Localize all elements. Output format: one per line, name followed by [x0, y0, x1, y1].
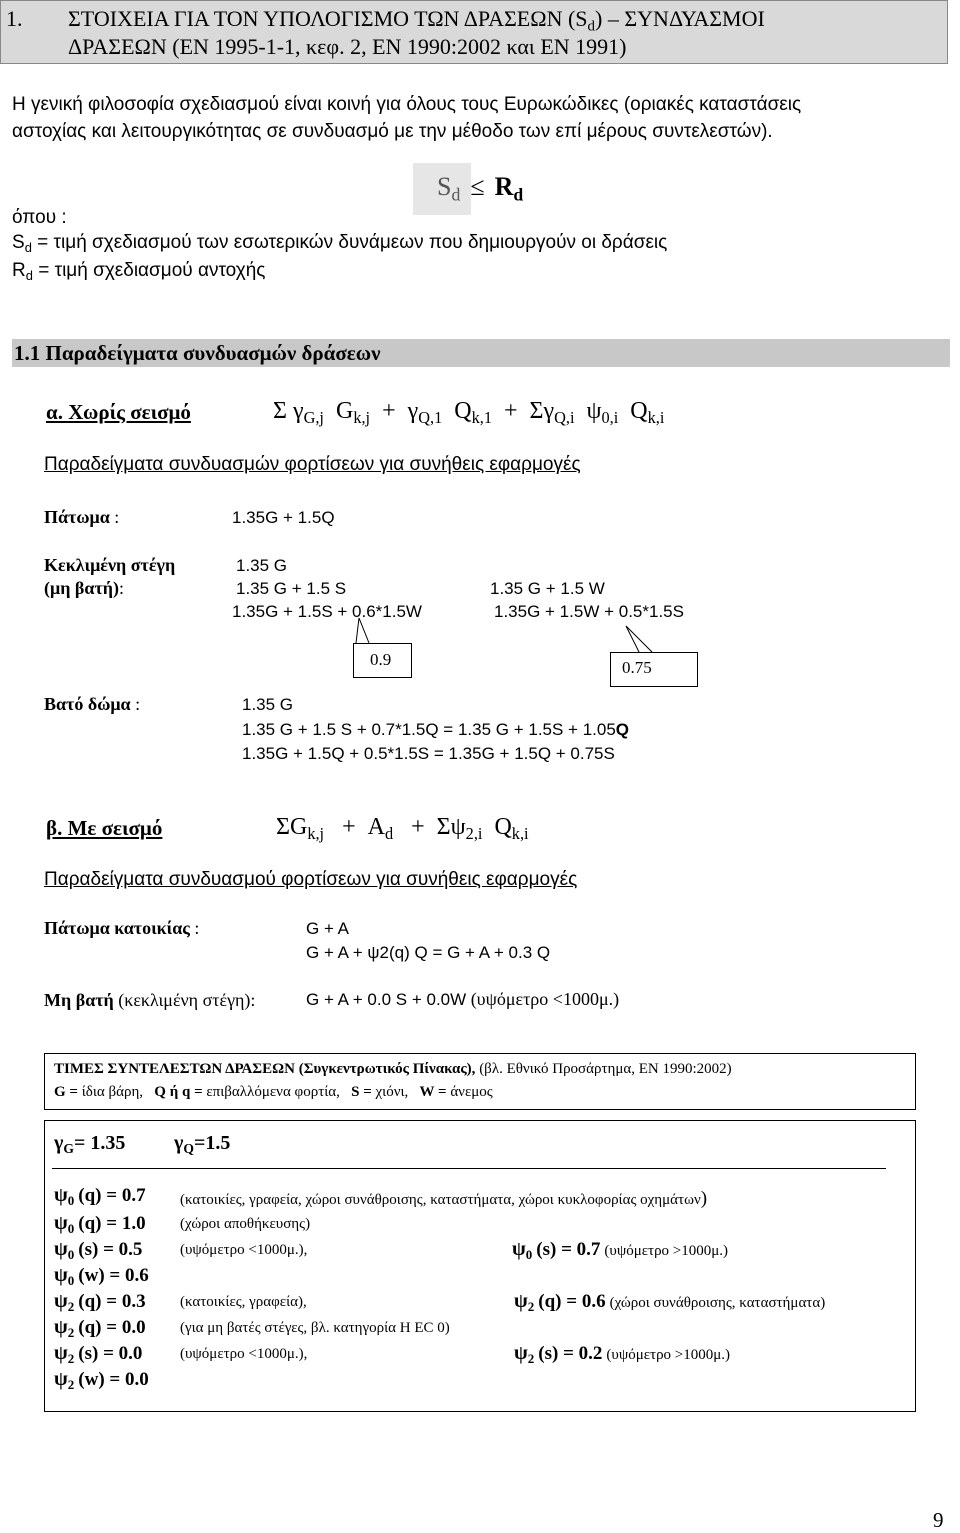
page-number: 9 — [933, 1508, 944, 1532]
deck-combo-3: 1.35G + 1.5Q + 0.5*1.5S = 1.35G + 1.5Q + 0.75S — [242, 744, 615, 763]
psi-value: $\psi_2$ (q) = 0.3 — [54, 1290, 146, 1314]
seismic-floor-combo-1: G + A — [306, 919, 349, 938]
chapter-number: 1. — [6, 6, 23, 31]
psi-note: (κατοικίες, γραφεία), — [180, 1294, 307, 1310]
psi-value: $\psi_0$ (q) = 1.0 — [54, 1212, 146, 1236]
floor-combination: 1.35G + 1.5Q — [232, 508, 335, 527]
roof-combo-3b: 1.35G + 1.5W + 0.5*1.5S — [494, 602, 684, 621]
part-b-subtitle: Παραδείγματα συνδυασμού φορτίσεων για συνήθεις εφαρμογές — [44, 869, 578, 890]
seismic-roof-label: Μη βατή (κεκλιμένη στέγη): — [44, 990, 256, 1010]
sd-definition: $S_d = \tau\iota\mu ή$ σχεδιασμού των εσωτερικών δυνάμεων που δημιουργούν οι δράσεις — [12, 232, 668, 255]
table-legend: G = ίδια βάρη, Q ή q = επιβαλλόμενα φορτία, S = χιόνι, W = άνεμος — [54, 1084, 493, 1100]
section-title: 1.1 Παραδείγματα συνδυασμών δράσεων — [14, 341, 381, 365]
part-b-label: β. Με σεισμό — [46, 816, 163, 840]
psi-value: $\psi_2$ (s) = 0.0 — [54, 1342, 143, 1366]
floor-label: Πάτωμα : — [44, 507, 120, 527]
seismic-floor-combo-2: G + A + ψ2(q) Q = G + A + 0.3 Q — [306, 943, 551, 962]
psi-note: (κατοικίες, γραφεία, χώροι συνάθροισης, καταστήματα, χώροι κυκλοφορίας οχημάτων) — [180, 1188, 708, 1209]
callout-lines — [0, 0, 960, 700]
psi-note: (για μη βατές στέγες, βλ. κατηγορία Η EC 0) — [180, 1320, 450, 1336]
pitched-roof-label: Κεκλιμένη στέγη — [44, 555, 176, 575]
deck-combo-2: 1.35 G + 1.5 S + 0.7*1.5Q = 1.35 G + 1.5S + 1.05Q — [242, 720, 630, 739]
coefficients-table-body — [44, 1120, 916, 1412]
psi-note: (χώροι αποθήκευσης) — [180, 1216, 311, 1232]
gamma-q: $\gamma_Q=1.5$ — [174, 1132, 231, 1157]
roof-combo-2b: 1.35 G + 1.5 W — [490, 579, 605, 598]
psi-value: $\psi_2$ (w) = 0.0 — [54, 1368, 149, 1392]
design-inequality: $S_d \le R_d$ — [437, 172, 524, 205]
intro-line-1: Η γενική φιλοσοφία σχεδιασμού είναι κοινή για όλους τους Ευρωκώδικες (οριακές καταστάσεις — [12, 94, 802, 115]
gamma-divider — [52, 1168, 886, 1169]
psi-value-alt: $\psi_2$ (q) = 0.6 (χώροι συνάθροισης, καταστήματα) — [514, 1290, 826, 1314]
callout-value-b: 0.75 — [622, 658, 652, 677]
psi-value: $\psi_0$ (w) = 0.6 — [54, 1264, 149, 1288]
roof-combo-1: 1.35 G — [236, 556, 288, 575]
chapter-title-line2: ΔΡΑΣΕΩΝ (ΕΝ 1995-1-1, κεφ. 2, ΕΝ 1990:2002 και ΕΝ 1991) — [68, 34, 627, 59]
deck-combo-1: 1.35 G — [242, 695, 294, 714]
part-a-label: α. Χωρίς σεισμό — [46, 400, 191, 424]
gamma-g: $\gamma_G= 1.35$ — [54, 1132, 126, 1157]
psi-value: $\psi_0$ (s) = 0.5 — [54, 1238, 143, 1262]
seismic-roof-combo: G + A + 0.0 S + 0.0W (υψόμετρο <1000μ.) — [306, 989, 620, 1009]
residential-floor-label: Πάτωμα κατοικίας : — [44, 918, 200, 938]
where-label: όπου : — [12, 207, 67, 228]
roof-deck-label: Βατό δώμα : — [44, 694, 141, 714]
chapter-title-line1: ΣΤΟΙΧΕΙΑ ΓΙΑ ΤΟΝ ΥΠΟΛΟΓΙΣΜΟ ΤΩΝ ΔΡΑΣΕΩΝ $(S_d)$ – ΣΥΝΔΥΑΣΜΟΙ — [68, 6, 765, 35]
non-accessible-label: (μη βατή): — [44, 578, 124, 598]
roof-combo-2a: 1.35 G + 1.5 S — [236, 579, 347, 598]
table-title: ΤΙΜΕΣ ΣΥΝΤΕΛΕΣΤΩΝ ΔΡΑΣΕΩΝ (Συγκεντρωτικός Πίνακας), (βλ. Εθνικό Προσάρτημα, ΕΝ 1990:2002) — [54, 1061, 732, 1077]
part-b-combination-formula: $\Sigma G_{k,j} + A_d + \Sigma\psi_{2,i}$ $Q_{k,i}$ — [276, 814, 529, 843]
psi-note: (υψόμετρο <1000μ.), — [180, 1346, 308, 1362]
psi-value-alt: $\psi_0$ (s) = 0.7 (υψόμετρο >1000μ.) — [512, 1238, 729, 1262]
roof-combo-3a: 1.35G + 1.5S + 0.6*1.5W — [232, 602, 422, 621]
psi-value: $\psi_0$ (q) = 0.7 — [54, 1184, 146, 1208]
part-a-subtitle: Παραδείγματα συνδυασμών φορτίσεων για συνήθεις εφαρμογές — [44, 454, 581, 475]
psi-value-alt: $\psi_2$ (s) = 0.2 (υψόμετρο >1000μ.) — [514, 1342, 731, 1366]
psi-value: $\psi_2$ (q) = 0.0 — [54, 1316, 146, 1340]
intro-line-2: αστοχίας και λειτουργικότητας σε συνδυασμό με την μέθοδο των επί μέρους συντελεστών). — [12, 121, 773, 142]
psi-note: (υψόμετρο <1000μ.), — [180, 1242, 308, 1258]
part-a-combination-formula: Σ $\gamma_{G,j}$ $G_{k,j} + \gamma_{Q,1}$ $Q_{k,1} + \Sigma\gamma_{Q,i}$ $\psi_{0,i}$ $Q_{k,i}$ — [273, 398, 665, 427]
rd-definition: $R_d = \tau\iota\mu ή$ σχεδιασμού αντοχής — [12, 260, 266, 283]
callout-value-a: 0.9 — [370, 650, 392, 669]
